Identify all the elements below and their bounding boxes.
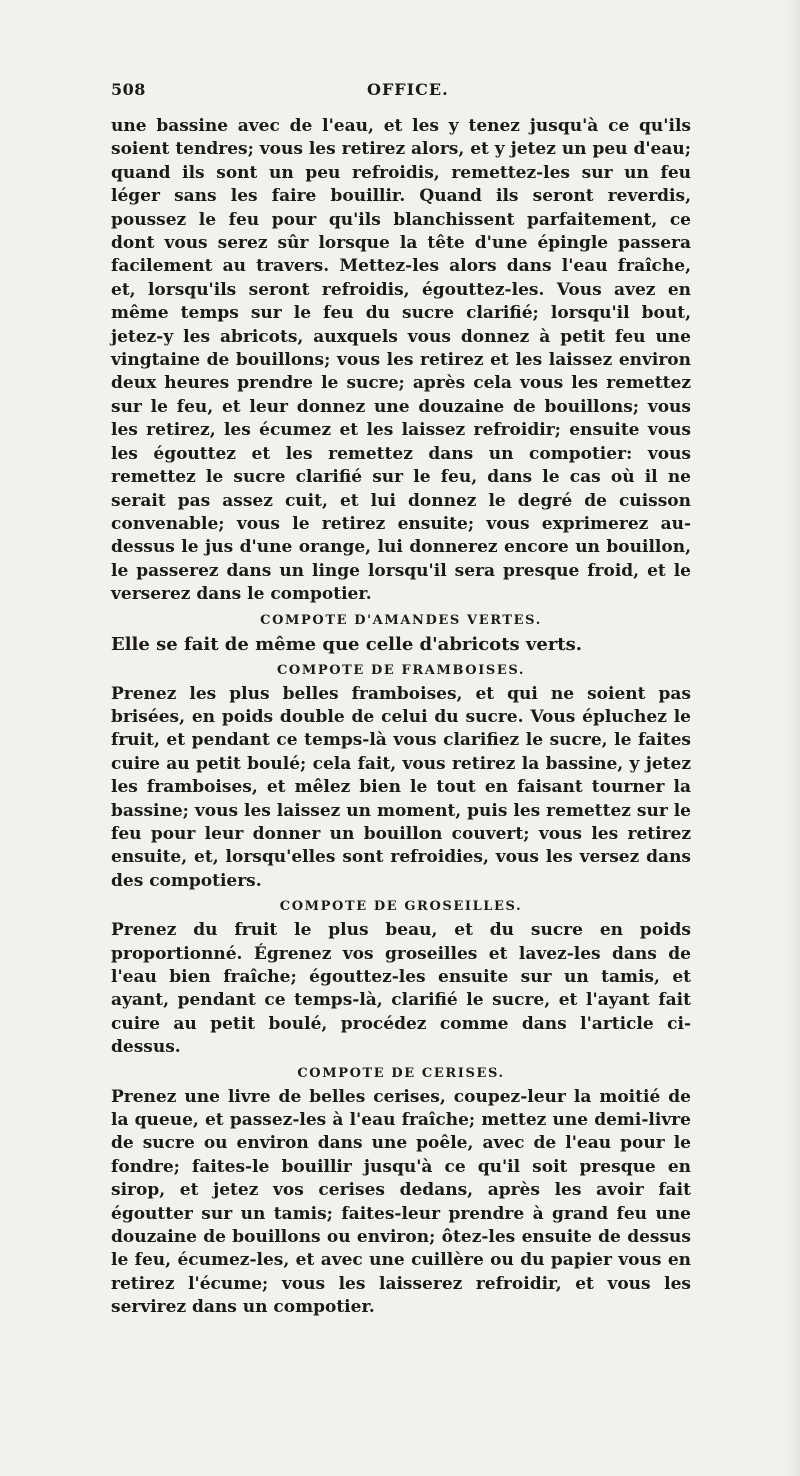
paragraph-abricots-verts: une bassine avec de l'eau, et les y tenez jusqu'à ce qu'ils soient tendres; vous les retirez alors, et y jetez un peu d'eau; quand ils sont un peu refroidis, remettez-les sur un feu léger sans les faire bouillir. Quand ils seront reverdis, poussez le feu pour qu'ils blanchissent parfaitement, ce dont vous serez sûr lorsque la tête d'une épingle passera facilement au travers. Mettez-les alors dans l'eau fraîche, et, lorsqu'ils seront refroidis, égouttez-les. Vous avez en même temps sur le feu du sucre clarifié; lorsqu'il bout, jetez-y les abricots, auxquels vous donnez à petit feu une vingtaine de bouillons; vous les retirez et les laissez environ deux heures prendre le sucre; après cela vous les remettez sur le feu, et leur donnez une douzaine de bouillons; vous les retirez, les écumez et les laissez refroidir; ensuite vous les égouttez et les remettez dans un compotier: vous remettez le sucre clarifié sur le feu, dans le cas où il ne serait pas assez cuit, et lui donnez le degré de cuisson convenable; vous le retirez ensuite; vous exprimerez au-dessus le jus d'une orange, lui donnerez encore un bouillon, le passerez dans un linge lorsqu'il sera presque froid, et le verserez dans le compotier. bbox=[111, 116, 691, 605]
heading-compote-cerises: COMPOTE DE CERISES. bbox=[297, 1065, 505, 1081]
heading-compote-groseilles: COMPOTE DE GROSEILLES. bbox=[279, 899, 523, 915]
heading-compote-framboises: COMPOTE DE FRAMBOISES. bbox=[276, 662, 526, 678]
running-title: OFFICE. bbox=[367, 80, 449, 99]
running-head bbox=[111, 80, 691, 104]
text-block bbox=[111, 115, 691, 1320]
paragraph-amandes: Elle se fait de même que celle d'abricots verts. bbox=[111, 633, 583, 655]
paragraph-cerises: Prenez une livre de belles cerises, coupez-leur la moitié de la queue, et passez-les à l'eau fraîche; mettez une demi-livre de sucre ou environ dans une poêle, avec de l'eau pour le fondre; faites-le bouillir jusqu'à ce qu'il soit presque en sirop, et jetez vos cerises dedans, après les avoir fait égoutter sur un tamis; faites-leur prendre à grand feu une douzaine de bouillons ou environ; ôtez-les ensuite de dessus le feu, écumez-les, et avec une cuillère ou du papier vous en retirez l'écume; vous les laisserez refroidir, et vous les servirez dans un compotier. bbox=[111, 1086, 691, 1318]
heading-compote-amandes: COMPOTE D'AMANDES VERTES. bbox=[260, 612, 542, 628]
paragraph-groseilles: Prenez du fruit le plus beau, et du sucre en poids proportionné. Égrenez vos groseilles et lavez-les dans de l'eau bien fraîche; égouttez-les ensuite sur un tamis, et ayant, pendant ce temps-là, clarifié le sucre, et l'ayant fait cuire au petit boulé, procédez comme dans l'article ci-dessus. bbox=[111, 920, 691, 1058]
page-edge-shadow bbox=[786, 0, 800, 1476]
paragraph-framboises: Prenez les plus belles framboises, et qui ne soient pas brisées, en poids double de celui du sucre. Vous épluchez le fruit, et pendant ce temps-là vous clarifiez le sucre, le faites cuire au petit boulé; cela fait, vous retirez la bassine, y jetez les framboises, et mêlez bien le tout en faisant tourner la bassine; vous les laissez un moment, puis les remettez sur le feu pour leur donner un bouillon couvert; vous les retirez ensuite, et, lorsqu'elles sont refroidies, vous les versez dans des compotiers. bbox=[111, 683, 691, 891]
page-number: 508 bbox=[111, 80, 146, 99]
